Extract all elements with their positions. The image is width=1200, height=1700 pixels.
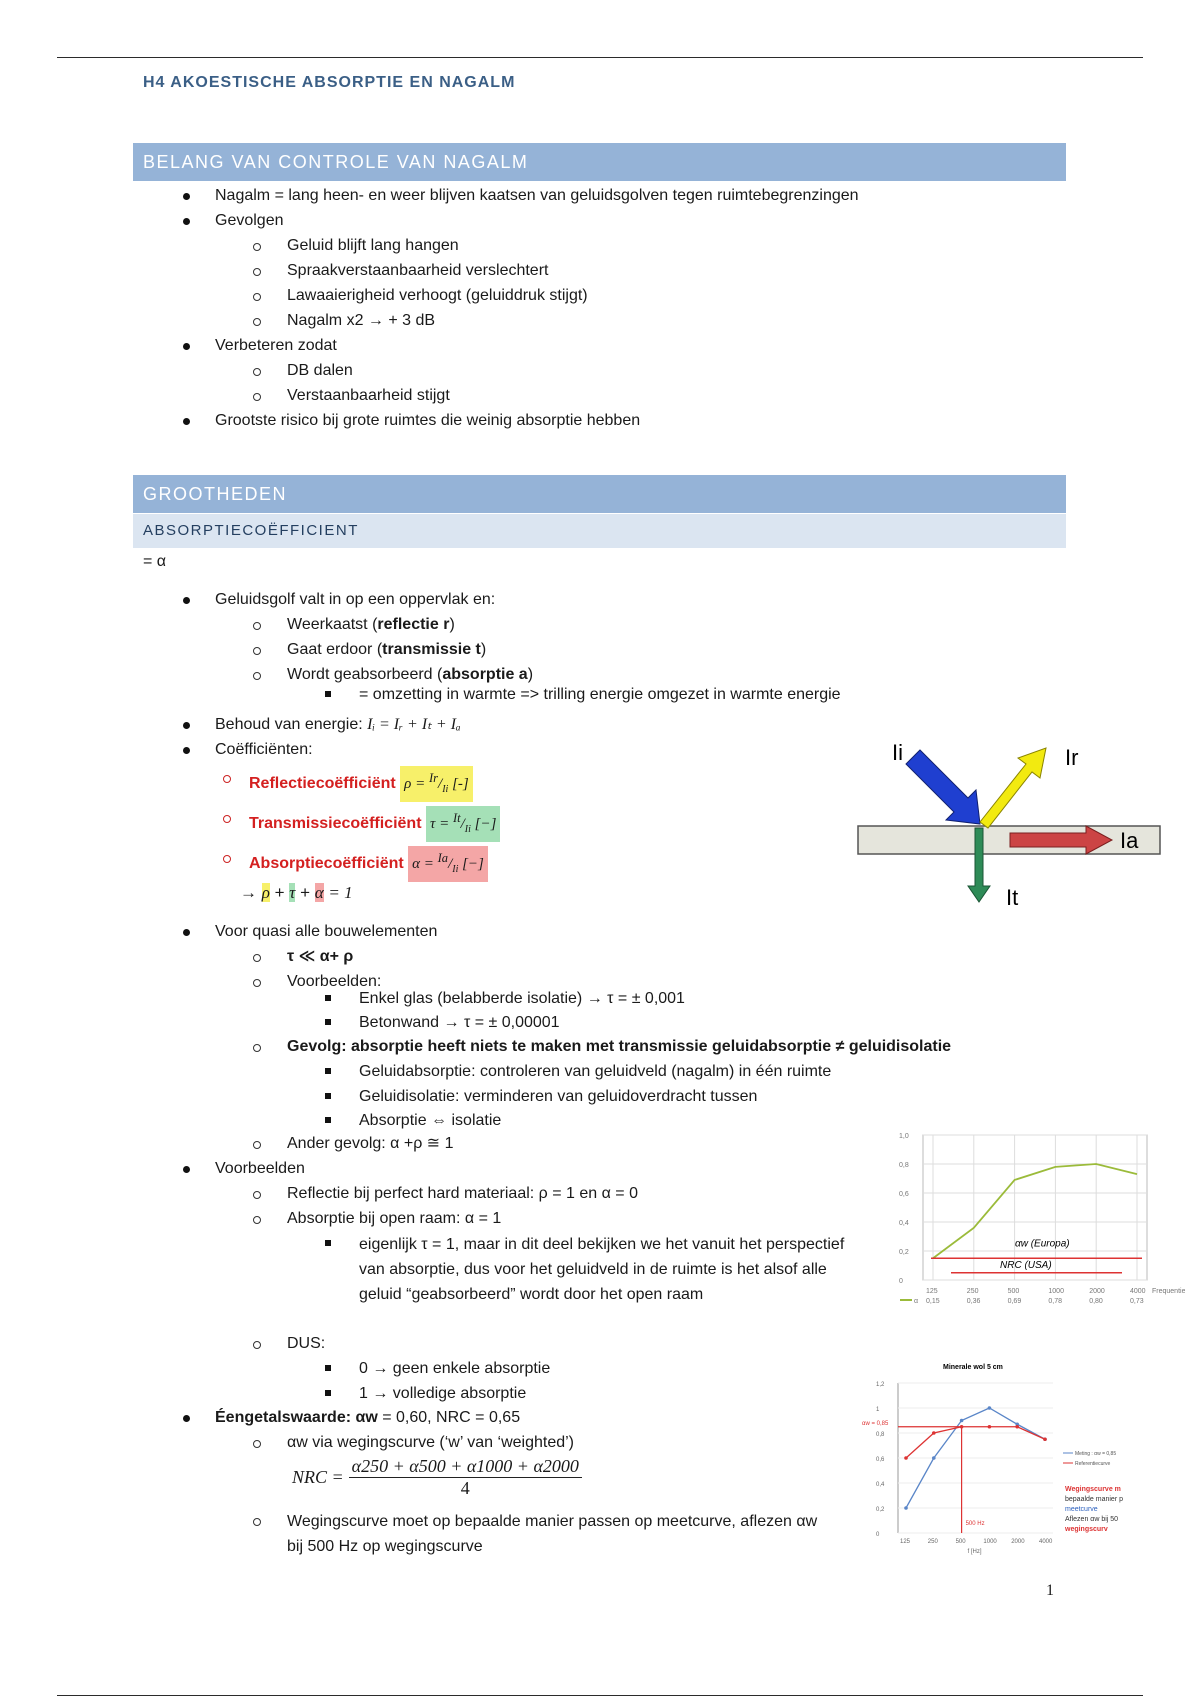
data-label: 0,69 [1007,1298,1022,1305]
bullet-icon [183,929,190,936]
alpha-definition: = α [143,553,167,570]
coefficient-sum: → ρ + τ + α = 1 [240,883,353,902]
incident-arrow [906,750,980,824]
list-item: DB dalen [287,362,353,379]
list-item: Nagalm x2 → + 3 dB [287,312,436,329]
bullet-icon [183,1415,190,1422]
x-axis-label: Frequentie [1152,1288,1185,1295]
list-item: Geluidabsorptie: controleren van geluidveld (nagalm) in één ruimte [359,1063,832,1080]
side-note: wegingscurv [1065,1526,1108,1533]
x-tick-label: 500 [1007,1288,1020,1295]
list-item: 1 → volledige absorptie [359,1385,527,1402]
circle-bullet-icon [253,1518,261,1526]
y-tick-label: 0 [899,1278,903,1285]
reflected-arrow [980,748,1046,828]
y-tick-label: 0,4 [899,1220,909,1227]
y-tick-label: 0,2 [899,1249,909,1256]
list-item: Geluid blijft lang hangen [287,237,459,254]
wall-slab [858,826,1160,854]
list-item: Voorbeelden: [287,973,382,990]
reflection-diagram [850,730,1170,920]
nrc-formula: NRC = $\frac{\alpha 250 + \alpha 500 + \alpha 1000 + \alpha 2000}{4}$ [292,1456,582,1499]
x-tick-label: 4000 [1039,1539,1053,1545]
bullet-icon [183,218,190,225]
circle-bullet-icon [253,368,261,376]
list-item: Ander gevolg: α +ρ ≅ 1 [287,1135,454,1152]
list-item: Weerkaatst (reflectie r) [287,616,455,633]
data-label: 0,36 [966,1298,981,1305]
square-bullet-icon [325,995,331,1001]
list-item: Enkel glas (belabberde isolatie) → τ = ± 0,001 [359,990,685,1007]
data-label: 0,80 [1089,1298,1103,1305]
list-item: Verstaanbaarheid stijgt [287,387,450,404]
list-item: Lawaaierigheid verhoogt (geluiddruk stijgt) [287,287,588,304]
x-tick-label: 125 [900,1539,911,1545]
list-item: Spraakverstaanbaarheid verslechtert [287,262,549,279]
circle-bullet-icon [253,954,261,962]
list-item: Coëfficiënten: [215,741,313,758]
measurement-point [988,1406,992,1410]
circle-bullet-icon [253,1216,261,1224]
square-bullet-icon [325,1117,331,1123]
side-note: bepaalde manier p [1065,1496,1123,1503]
label-reflected: Ir [1065,745,1079,770]
circle-bullet-icon [223,775,231,783]
circle-bullet-icon [253,1440,261,1448]
circle-bullet-icon [253,979,261,987]
y-tick-label: 1 [876,1407,880,1413]
bottom-rule [57,1695,1143,1696]
chart-title: Minerale wol 5 cm [943,1364,1003,1371]
circle-bullet-icon [253,1044,261,1052]
annotation: 500 Hz [965,1521,985,1527]
y-tick-label: 0 [876,1532,880,1538]
square-bullet-icon [325,1365,331,1371]
y-tick-label: 1,0 [899,1133,909,1140]
square-bullet-icon [325,1240,331,1246]
list-item: Gevolgen [215,212,284,229]
square-bullet-icon [325,1068,331,1074]
data-label: 0,78 [1048,1298,1063,1305]
single-number-rating: Éengetalswaarde: αw = 0,60, NRC = 0,65 [215,1409,521,1426]
bullet-icon [183,597,190,604]
list-item: Wegingscurve moet op bepaalde manier passen op meetcurve, aflezen αw bij 500 Hz op wegingscurve [287,1513,818,1555]
list-item: Geluidisolatie: verminderen van geluidoverdracht tussen [359,1088,758,1105]
section-heading-grootheden: GROOTHEDEN [133,475,1066,513]
side-note: Wegingscurve m [1065,1486,1121,1493]
circle-bullet-icon [253,1191,261,1199]
x-tick-label: 1000 [983,1539,997,1545]
square-bullet-icon [325,691,331,697]
list-item: Absorptie bij open raam: α = 1 [287,1210,502,1227]
label-absorbed: Ia [1120,828,1139,853]
list-item: Nagalm = lang heen- en weer blijven kaatsen van geluidsgolven tegen ruimtebegrenzingen [215,187,859,204]
series-line-reference [906,1427,1045,1458]
y-tick-label: 1,2 [876,1382,885,1388]
list-item: αw via wegingscurve (‘w’ van ‘weighted’) [287,1434,574,1451]
square-bullet-icon [325,1093,331,1099]
list-item: Absorptie ⇔ isolatie [359,1112,502,1129]
reflection-coefficient: Reflectiecoëfficiënt $\rho = ^{Ir}/_{Ii}$ [-] [249,766,473,802]
square-bullet-icon [325,1390,331,1396]
bullet-icon [183,343,190,350]
x-tick-label: 250 [966,1288,979,1295]
y-tick-label: 0,8 [899,1162,909,1169]
measurement-point [960,1419,964,1423]
circle-bullet-icon [253,293,261,301]
data-label: 0,15 [926,1298,940,1305]
circle-bullet-icon [253,647,261,655]
y-tick-label: 0,2 [876,1507,885,1513]
mineral-wool-chart [858,1355,1168,1570]
measurement-point [904,1506,908,1510]
circle-bullet-icon [253,268,261,276]
absorption-coefficient: Absorptiecoëfficiënt $\alpha = ^{Ia}/_{Ii}$ [−] [249,846,488,882]
circle-bullet-icon [253,1141,261,1149]
x-tick-label: 125 [926,1288,938,1295]
list-item: Voor quasi alle bouwelementen [215,923,438,940]
y-tick-label: 0,6 [876,1457,885,1463]
list-item: Voorbeelden [215,1160,305,1177]
y-tick-label: 0,6 [899,1191,909,1198]
square-bullet-icon [325,1019,331,1025]
energy-conservation: Behoud van energie: Iᵢ = Iᵣ + Iₜ + Iₐ [215,716,461,733]
top-rule [57,57,1143,58]
list-item: = omzetting in warmte => trilling energie omgezet in warmte energie [359,686,841,703]
section-heading-nagalm: BELANG VAN CONTROLE VAN NAGALM [133,143,1066,181]
annotation: αw = 0,85 [862,1420,889,1427]
list-item: Grootste risico bij grote ruimtes die weinig absorptie hebben [215,412,641,429]
reference-point [1043,1437,1047,1441]
list-item: Betonwand → τ = ± 0,00001 [359,1014,560,1031]
x-axis-label: f [Hz] [967,1549,982,1555]
list-item: Wordt geabsorbeerd (absorptie a) [287,666,534,683]
list-item: 0 → geen enkele absorptie [359,1360,551,1377]
x-tick-label: 4000 [1130,1288,1146,1295]
list-item: Gevolg: absorptie heeft niets te maken met transmissie geluidabsorptie ≠ geluidisolatie [287,1038,952,1055]
bullet-icon [183,722,190,729]
side-note: meetcurve [1065,1506,1098,1513]
label-incident: Ii [892,740,903,765]
bullet-icon [183,747,190,754]
subsection-heading-absorptie: ABSORPTIECOËFFICIENT [133,514,1066,548]
circle-bullet-icon [253,243,261,251]
label-transmitted: It [1006,885,1019,910]
circle-bullet-icon [253,1341,261,1349]
annotation: αw (Europa) [1015,1238,1070,1250]
list-item: τ ≪ α+ ρ [287,948,354,965]
reference-point [988,1425,992,1429]
list-item: Reflectie bij perfect hard materiaal: ρ = 1 en α = 0 [287,1185,638,1202]
list-item: eigenlijk τ = 1, maar in dit deel bekijken we het vanuit het perspectief van absorptie, dus voor het geluidveld in de ruimte is het alsof alle geluid “geabsorbeerd” wordt door het open raam [359,1236,845,1303]
measurement-point [932,1456,936,1460]
document-title: H4 AKOESTISCHE ABSORPTIE EN NAGALM [143,74,516,91]
list-item: Gaat erdoor (transmissie t) [287,641,487,658]
legend-label: α [914,1298,919,1305]
page-number: 1 [1046,1582,1054,1599]
x-tick-label: 1000 [1048,1288,1064,1295]
alpha-frequency-chart [885,1125,1185,1320]
x-tick-label: 250 [927,1539,938,1545]
y-tick-label: 0,8 [876,1432,885,1438]
legend-label: Meting : αw = 0,85 [1075,1451,1117,1457]
bullet-icon [183,1166,190,1173]
circle-bullet-icon [253,622,261,630]
x-tick-label: 500 [955,1539,966,1545]
data-label: 0,73 [1130,1298,1144,1305]
legend-label: Referentiecurve [1075,1461,1111,1467]
reference-point [1015,1425,1019,1429]
list-item: DUS: [287,1335,326,1352]
annotation: NRC (USA) [1000,1259,1052,1271]
side-note: Aflezen αw bij 50 [1065,1516,1119,1523]
transmission-coefficient: Transmissiecoëfficiënt $\tau = ^{It}/_{Ii}$ [−] [249,806,500,842]
circle-bullet-icon [253,672,261,680]
list-item: Geluidsgolf valt in op een oppervlak en: [215,591,496,608]
circle-bullet-icon [223,815,231,823]
bullet-icon [183,418,190,425]
circle-bullet-icon [253,393,261,401]
reference-point [904,1456,908,1460]
circle-bullet-icon [253,318,261,326]
circle-bullet-icon [223,855,231,863]
reference-point [932,1431,936,1435]
bullet-icon [183,193,190,200]
y-tick-label: 0,4 [876,1482,885,1488]
x-tick-label: 2000 [1011,1539,1025,1545]
list-item: Verbeteren zodat [215,337,337,354]
x-tick-label: 2000 [1089,1288,1105,1295]
